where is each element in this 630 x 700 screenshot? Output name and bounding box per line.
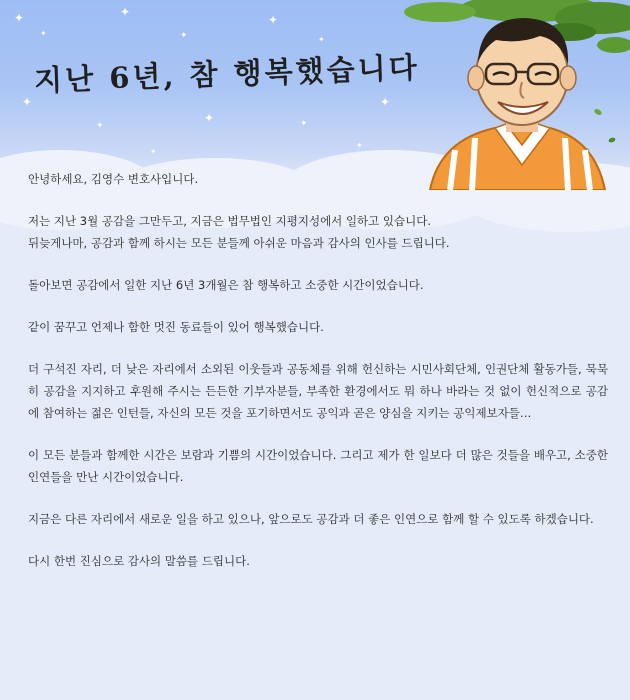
sparkle-icon: ✦ bbox=[150, 147, 157, 156]
sparkle-icon: ✦ bbox=[22, 95, 33, 109]
page-title: 지난 6년, 참 행복했습니다 bbox=[33, 50, 421, 98]
sparkle-icon: ✦ bbox=[14, 11, 25, 25]
letter-paragraph-future: 지금은 다른 자리에서 새로운 일을 하고 있으나, 앞으로도 공감과 더 좋은 인연으로 함께 할 수 있도록 하겠습니다. bbox=[28, 512, 594, 526]
sparkle-icon: ✦ bbox=[380, 95, 391, 109]
letter-paragraph-colleagues: 같이 꿈꾸고 언제나 함한 멋진 동료들이 있어 행복했습니다. bbox=[28, 320, 324, 334]
letter-paragraph-thanks-list: 더 구석진 자리, 더 낮은 자리에서 소외된 이웃들과 공동체를 위해 헌신하는 시민사회단체, 인권단체 활동가들, 묵묵히 공감을 지지하고 후원해 주시는 든든한 기부자분들, 부족한 환경에서도 뭐 하나 바라는 것 없이 헌신적으로 공감에 참여하는 젊은 인턴들, 자신의 모든 것을 포기하면서도 공익과 곧은 양심을 지키는 공익제보자들… bbox=[28, 362, 608, 420]
sparkle-icon: ✦ bbox=[120, 5, 131, 19]
letter-body bbox=[28, 168, 608, 592]
sparkle-icon: ✦ bbox=[356, 141, 363, 150]
letter-paragraph-rewarding-time: 이 모든 분들과 함께한 시간은 보람과 기쁨의 시간이었습니다. 그리고 제가 한 일보다 더 많은 것들을 배우고, 소중한 인연들을 만난 시간이었습니다. bbox=[28, 448, 608, 484]
letter-paragraph-resignation bbox=[28, 210, 608, 254]
letter-paragraph-reflection: 돌아보면 공감에서 일한 지난 6년 3개월은 참 행복하고 소중한 시간이었습니다. bbox=[28, 278, 424, 292]
sparkle-icon: ✦ bbox=[318, 35, 325, 44]
letter-greeting: 안녕하세요, 김영수 변호사입니다. bbox=[28, 172, 199, 186]
letter-closing: 다시 한번 진심으로 감사의 말씀를 드립니다. bbox=[28, 554, 250, 568]
sparkle-icon: ✦ bbox=[40, 29, 47, 38]
sparkle-icon: ✦ bbox=[204, 111, 215, 125]
sparkle-icon: ✦ bbox=[180, 31, 188, 41]
letter-line: 뒤늦게나마, 공감과 함께 하시는 모든 분들께 아쉬운 마음과 감사의 인사를 드립니다. bbox=[28, 236, 450, 250]
sparkle-icon: ✦ bbox=[300, 119, 308, 129]
letter-line: 저는 지난 3월 공감을 그만두고, 지금은 법무법인 지평지성에서 일하고 있습니다. bbox=[28, 214, 432, 228]
sparkle-icon: ✦ bbox=[268, 13, 279, 27]
smiling-man-portrait-icon bbox=[400, 0, 630, 190]
sparkle-icon: ✦ bbox=[96, 121, 104, 131]
